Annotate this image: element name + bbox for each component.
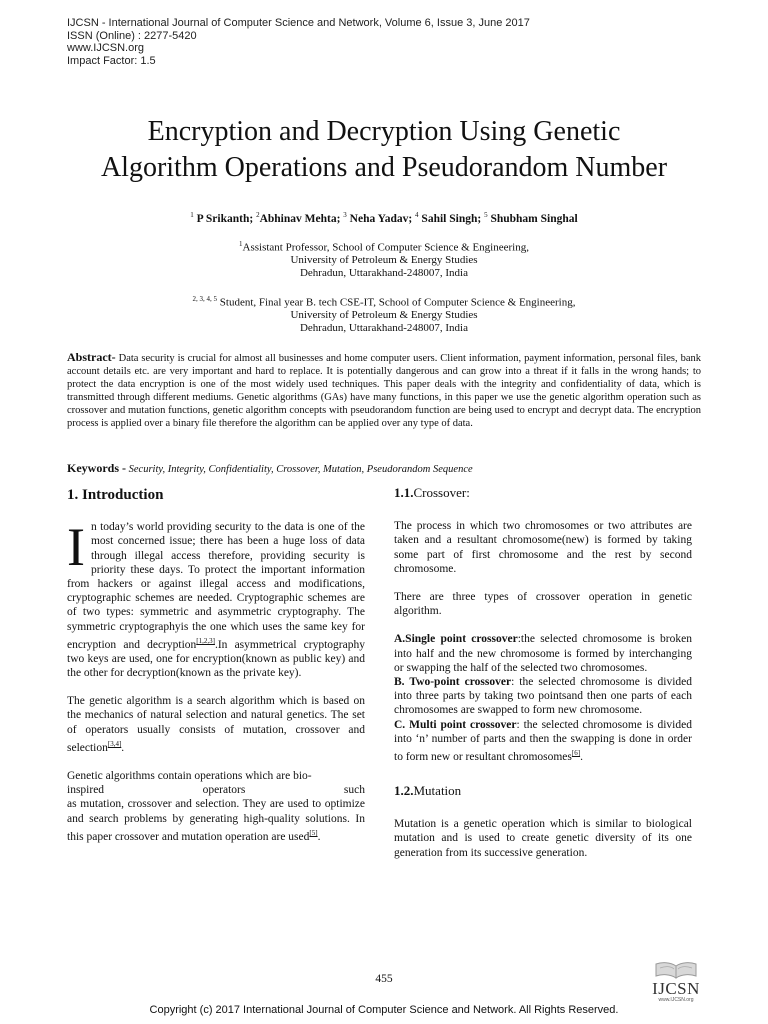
mutation-number: 1.2. <box>394 783 414 799</box>
author-2-sup: 2 <box>256 211 260 219</box>
journal-name: IJCSN - International Journal of Computer Science and Network, Volume 6, Issue 3, June 2017 <box>67 17 530 29</box>
logo-text: IJCSN <box>652 979 700 998</box>
author-2: Abhinav Mehta; <box>259 212 341 225</box>
abstract <box>67 351 701 430</box>
title-line-2: Algorithm Operations and Pseudorandom Number <box>100 152 668 183</box>
abstract-label: Abstract- <box>67 350 116 364</box>
crossover-type-a-label: A.Single point crossover <box>394 633 518 646</box>
affiliation-2-line-3: Dehradun, Uttarakhand-248007, India <box>299 322 468 335</box>
affiliation-2 <box>60 293 708 335</box>
crossover-type-c-label: C. Multi point crossover <box>394 718 517 731</box>
crossover-type-c <box>394 718 692 764</box>
section-heading-introduction: 1. Introduction <box>67 487 164 503</box>
open-book-icon <box>654 958 698 980</box>
journal-header <box>67 17 530 67</box>
crossover-type-a-text: :the selected chromosome is broken into half and the new chromosome is formed by interchanging or swapping the half of the selected two chromosomes. <box>394 633 692 674</box>
crossover-type-b-text: : the selected chromosome is divided into three parts by taking two pointsand then one parts of each chromosomes are swapped to form new chromosome. <box>394 676 692 717</box>
abstract-text: Data security is crucial for almost all businesses and home computer users. Client information, payment information, personal files, bank account details etc. are very important and hard to replace. It is potentially dangerous and can grow into a threat if it falls in the wrong hands; to protect the data encryption is one of the most widely used techniques. This paper deals with the integrity and confidentiality of data, which is transmitted through different mediums. Genetic algorithms (GAs) have many functions, in this paper we use the genetic algorithm operation such as crossover and mutation functions, genetic algorithm concepts with pseudorandom function are being used to encrypt and decrypt data. The encryption process is applied over a binary file therefore the algorithm can be applied over any type of data. <box>67 353 701 429</box>
journal-logo <box>645 958 707 1018</box>
intro-p3-word-3: such <box>343 784 365 797</box>
section-heading-crossover <box>394 486 692 500</box>
author-list <box>60 211 708 225</box>
intro-paragraph-2 <box>67 694 365 755</box>
affiliation-1-line-2: University of Petroleum & Energy Studies <box>290 254 478 267</box>
intro-p3-text: as mutation, crossover and selection. They are used to optimize and search problems by generating high-quality solutions. In this paper crossover and mutation operation are used <box>67 798 365 843</box>
section-heading-mutation <box>394 784 692 798</box>
issn: ISSN (Online) : 2277-5420 <box>67 29 197 42</box>
crossover-paragraph-2: There are three types of crossover operation in genetic algorithm. <box>394 591 692 618</box>
intro-p2-text: The genetic algorithm is a search algorithm which is based on the mechanics of natural selection and natural genetics. The set of operators usually consists of mutation, crossover and selection <box>67 695 365 754</box>
logo-url: www.IJCSN.org <box>658 997 694 1003</box>
affiliation-1-line-3: Dehradun, Uttarakhand-248007, India <box>299 267 468 280</box>
drop-cap: I <box>67 517 85 578</box>
mutation-paragraph-1: Mutation is a genetic operation which is similar to biological mutation and is used to create genetic diversity of its one generation from its successive generation. <box>394 818 692 859</box>
intro-p3-spaced-line <box>67 783 365 797</box>
page-number: 455 <box>375 973 393 985</box>
author-3-sup: 3 <box>343 211 347 219</box>
intro-p2-end: . <box>121 741 125 754</box>
crossover-type-a <box>394 632 692 675</box>
author-3: Neha Yadav; <box>349 212 413 225</box>
crossover-title: Crossover: <box>413 485 470 500</box>
affiliation-1 <box>60 238 708 280</box>
copyright-notice: Copyright (c) 2017 International Journal of Computer Science and Network. All Rights Reserved. <box>149 1004 619 1016</box>
affiliation-1-sup: 1 <box>239 240 243 248</box>
author-5: Shubham Singhal <box>490 212 578 225</box>
title-line-1: Encryption and Decryption Using Genetic <box>147 116 621 147</box>
citation-link[interactable]: [6] <box>571 749 581 758</box>
author-4: Sahil Singh; <box>421 212 482 225</box>
intro-p3-end: . <box>317 830 321 843</box>
intro-paragraph-3 <box>67 769 365 844</box>
affiliation-1-line-1: Assistant Professor, School of Computer Science & Engineering, <box>242 241 529 254</box>
intro-p3-word-2: operators <box>202 784 246 797</box>
intro-p3-line-1: Genetic algorithms contain operations which are bio- <box>67 769 312 782</box>
intro-paragraph-1 <box>67 517 365 680</box>
affiliation-2-sup: 2, 3, 4, 5 <box>192 295 218 303</box>
author-1: P Srikanth; <box>196 212 254 225</box>
keywords-text: Security, Integrity, Confidentiality, Crossover, Mutation, Pseudorandom Sequence <box>126 464 473 475</box>
crossover-type-c-end: . <box>580 750 583 763</box>
journal-url: www.IJCSN.org <box>67 42 145 54</box>
affiliation-2-line-1: Student, Final year B. tech CSE-IT, School of Computer Science & Engineering, <box>217 296 576 309</box>
intro-p3-word-1: inspired <box>67 784 105 797</box>
mutation-title: Mutation <box>413 783 462 799</box>
affiliation-2-line-2: University of Petroleum & Energy Studies <box>290 309 478 322</box>
keywords-label: Keywords - <box>67 461 126 475</box>
crossover-paragraph-1: The process in which two chromosomes or two attributes are taken and a resultant chromosome(new) is formed by taking some part of first chromosome and the rest by second chromosome. <box>394 520 692 575</box>
right-column <box>394 486 692 874</box>
intro-p1-text: n today’s world providing security to the data is one of the most concerned issue; there has been a huge loss of data through illegal access therefore, providing security is priority these days. To protect the important information from hackers or against illegal access and modifications, cryptographic schemes are needed. Cryptographic schemes are of two types: symmetric and asymmetric cryptography. The symmetric cryptographyis the one which uses the same key for encryption and decryption <box>67 521 365 651</box>
keywords <box>67 461 707 476</box>
author-1-sup: 1 <box>190 211 194 219</box>
crossover-type-c-text: : the selected chromosome is divided into ‘n’ number of parts and then the swapping is done in order to form new or resultant chromosomes <box>394 718 692 763</box>
citation-link[interactable]: [3,4] <box>107 739 122 748</box>
left-column <box>67 488 365 844</box>
citation-link[interactable]: [5] <box>309 828 318 837</box>
paper-title <box>30 114 738 186</box>
citation-link[interactable]: [1,2,3] <box>196 636 215 645</box>
author-5-sup: 5 <box>484 211 488 219</box>
crossover-number: 1.1. <box>394 485 414 500</box>
impact-factor: Impact Factor: 1.5 <box>67 54 156 67</box>
intro-p1-rest: .In asymmetrical cryptography two keys are used, one for encryption(known as public key) and the other for decryption(known as the private key). <box>67 638 365 680</box>
crossover-type-b-label: B. Two-point crossover <box>394 676 512 689</box>
crossover-type-b <box>394 675 692 718</box>
author-4-sup: 4 <box>415 211 419 219</box>
